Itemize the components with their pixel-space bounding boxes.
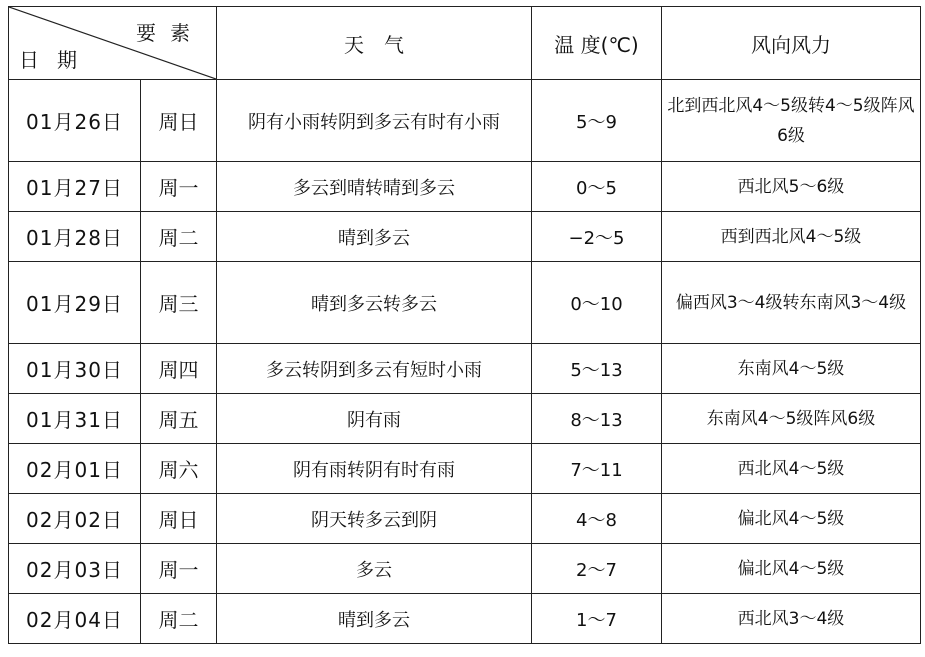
table-row <box>9 594 921 644</box>
temperature-cell: 5～9 <box>532 80 662 162</box>
date-cell: 01月26日 <box>9 80 141 162</box>
weekday-cell: 周二 <box>141 212 217 262</box>
header-date-label: 日期 <box>19 48 95 72</box>
date-cell: 01月28日 <box>9 212 141 262</box>
weekday-cell: 周日 <box>141 80 217 162</box>
weather-cell: 多云到晴转晴到多云 <box>217 162 532 212</box>
weekday-cell: 周日 <box>141 494 217 544</box>
table-row <box>9 444 921 494</box>
temperature-cell: 0～5 <box>532 162 662 212</box>
temperature-cell: 7～11 <box>532 444 662 494</box>
weather-cell: 晴到多云 <box>217 594 532 644</box>
wind-cell: 西到西北风4～5级 <box>662 212 921 262</box>
table-row <box>9 162 921 212</box>
temperature-cell: 8～13 <box>532 394 662 444</box>
date-cell: 02月01日 <box>9 444 141 494</box>
wind-cell: 偏西风3～4级转东南风3～4级 <box>662 262 921 344</box>
table-row <box>9 80 921 162</box>
weekday-cell: 周四 <box>141 344 217 394</box>
wind-cell: 西北风4～5级 <box>662 444 921 494</box>
wind-cell: 西北风5～6级 <box>662 162 921 212</box>
weekday-cell: 周一 <box>141 544 217 594</box>
temperature-cell: 0～10 <box>532 262 662 344</box>
table-row <box>9 344 921 394</box>
weather-cell: 晴到多云 <box>217 212 532 262</box>
header-element-label: 要素 <box>136 21 204 45</box>
temperature-cell: −2～5 <box>532 212 662 262</box>
weather-forecast-table <box>8 6 921 644</box>
table-row <box>9 544 921 594</box>
wind-cell: 东南风4～5级阵风6级 <box>662 394 921 444</box>
date-cell: 02月04日 <box>9 594 141 644</box>
header-corner-cell <box>9 7 217 80</box>
wind-cell: 偏北风4～5级 <box>662 544 921 594</box>
weather-cell: 阴有雨 <box>217 394 532 444</box>
weekday-cell: 周一 <box>141 162 217 212</box>
date-cell: 01月27日 <box>9 162 141 212</box>
weather-cell: 晴到多云转多云 <box>217 262 532 344</box>
wind-cell: 东南风4～5级 <box>662 344 921 394</box>
date-cell: 02月03日 <box>9 544 141 594</box>
wind-cell: 偏北风4～5级 <box>662 494 921 544</box>
weekday-cell: 周六 <box>141 444 217 494</box>
weather-cell: 多云 <box>217 544 532 594</box>
temperature-cell: 4～8 <box>532 494 662 544</box>
header-temperature: 温 度(℃) <box>532 7 662 80</box>
temperature-cell: 2～7 <box>532 544 662 594</box>
date-cell: 01月31日 <box>9 394 141 444</box>
weather-cell: 多云转阴到多云有短时小雨 <box>217 344 532 394</box>
wind-cell: 北到西北风4～5级转4～5级阵风6级 <box>662 80 921 162</box>
weather-cell: 阴天转多云到阴 <box>217 494 532 544</box>
header-row <box>9 7 921 80</box>
weather-cell: 阴有小雨转阴到多云有时有小雨 <box>217 80 532 162</box>
weekday-cell: 周三 <box>141 262 217 344</box>
wind-cell: 西北风3～4级 <box>662 594 921 644</box>
table-row <box>9 212 921 262</box>
date-cell: 01月30日 <box>9 344 141 394</box>
temperature-cell: 1～7 <box>532 594 662 644</box>
weather-cell: 阴有雨转阴有时有雨 <box>217 444 532 494</box>
date-cell: 02月02日 <box>9 494 141 544</box>
temperature-cell: 5～13 <box>532 344 662 394</box>
table-row <box>9 394 921 444</box>
weekday-cell: 周五 <box>141 394 217 444</box>
date-cell: 01月29日 <box>9 262 141 344</box>
table-row <box>9 494 921 544</box>
table-row <box>9 262 921 344</box>
header-wind: 风向风力 <box>662 7 921 80</box>
weekday-cell: 周二 <box>141 594 217 644</box>
header-weather: 天 气 <box>217 7 532 80</box>
